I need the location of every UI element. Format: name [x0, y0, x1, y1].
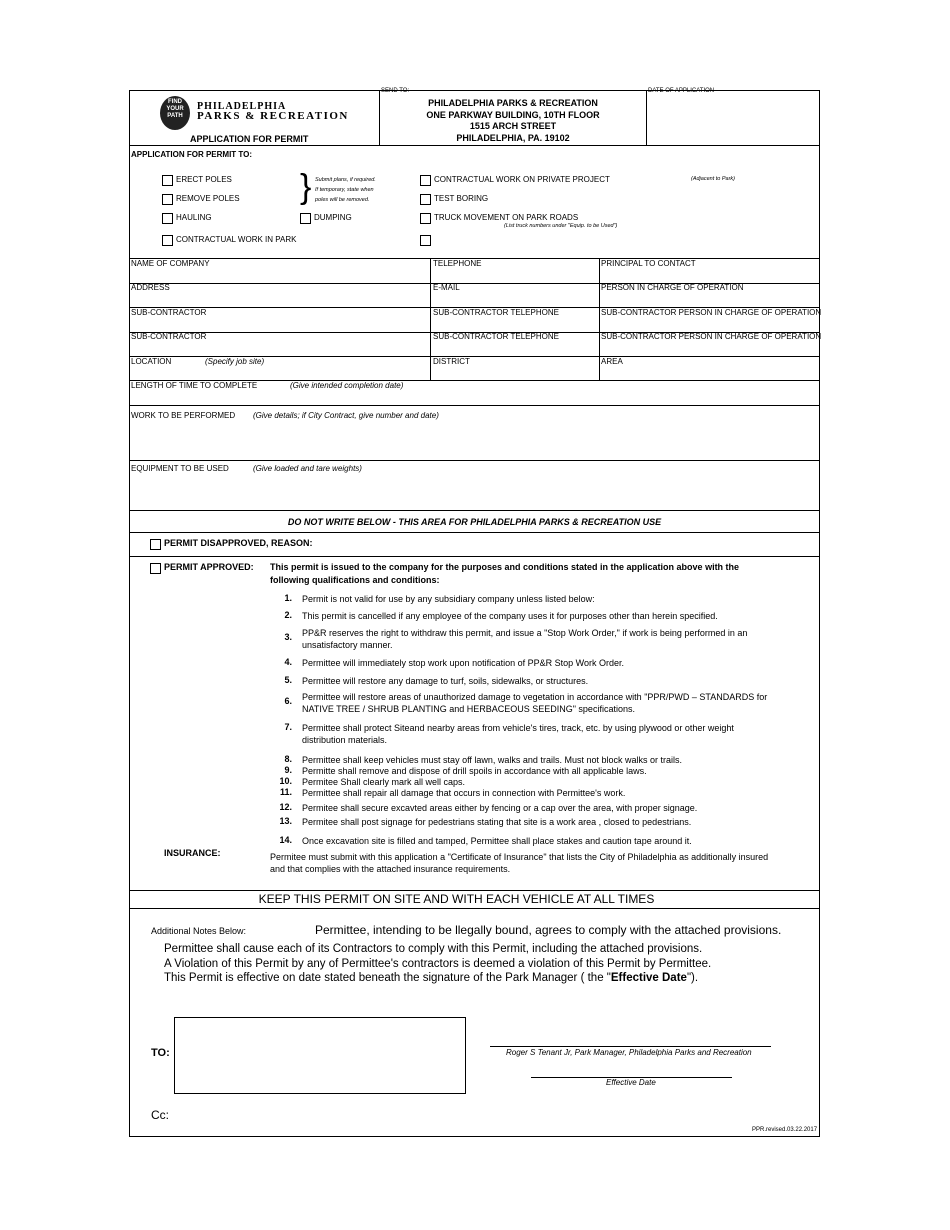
condition-text — [302, 627, 818, 651]
bound-statement: Permittee, intending to be llegally bound, agrees to comply with the attached provisions. — [315, 923, 782, 937]
condition-line: Permittee will restore any damage to turf, soils, sidewalks, or structures. — [302, 676, 589, 686]
condition-text — [302, 787, 818, 799]
condition-line: Permittee will immediately stop work upon notification of PP&R Stop Work Order. — [302, 658, 624, 668]
condition-line: Permitee shall secure excavted areas either by fencing or a cap over the area, with proper signage. — [302, 803, 698, 813]
additional-notes-label: Additional Notes Below: — [151, 926, 247, 936]
condition-number: 11. — [279, 787, 292, 797]
contractual-park-label: CONTRACTUAL WORK IN PARK — [176, 235, 297, 244]
condition-number: 6. — [284, 696, 292, 706]
other-checkbox[interactable] — [420, 235, 431, 246]
condition-line: Permittee shall repair all damage that occurs in connection with Permittee's work. — [302, 788, 626, 798]
sub2-label: SUB-CONTRACTOR — [131, 332, 207, 341]
length-label: LENGTH OF TIME TO COMPLETE — [131, 381, 258, 390]
email-label: E-MAIL — [433, 283, 460, 292]
area-label: AREA — [601, 357, 623, 366]
disapproved-checkbox[interactable] — [150, 539, 161, 550]
condition-number: 5. — [284, 675, 292, 685]
condition-number: 2. — [284, 610, 292, 620]
condition-text — [302, 610, 818, 622]
condition-number: 13. — [279, 816, 292, 826]
approved-text-1: This permit is issued to the company for the purposes and conditions stated in the application above with the — [270, 562, 740, 572]
to-address-box[interactable] — [174, 1017, 466, 1094]
equipment-label: EQUIPMENT TO BE USED — [131, 464, 229, 473]
approved-label: PERMIT APPROVED: — [164, 562, 254, 572]
remove-poles-checkbox[interactable] — [162, 194, 173, 205]
provision-line-3 — [164, 972, 698, 984]
address-line: PHILADELPHIA, PA. 19102 — [456, 132, 570, 143]
condition-line: Permittee shall protect Siteand nearby areas from vehicle's tires, track, etc. by using plywood or other weight — [302, 723, 734, 733]
condition-number: 3. — [284, 632, 292, 642]
effective-date-label: Effective Date — [606, 1078, 656, 1087]
condition-text — [302, 593, 818, 605]
org-name-line1: PHILADELPHIA — [197, 101, 287, 112]
condition-text — [302, 691, 818, 715]
effective-date-term: Effective Date — [610, 972, 687, 984]
sub1-person-label: SUB-CONTRACTOR PERSON IN CHARGE OF OPERATION — [601, 308, 822, 317]
hauling-label: HAULING — [176, 213, 212, 222]
truck-movement-checkbox[interactable] — [420, 213, 431, 224]
condition-line: Permitee shall post signage for pedestrians stating that site is a work area , closed to pedestrians. — [302, 817, 692, 827]
sub2-tel-label: SUB-CONTRACTOR TELEPHONE — [433, 332, 559, 341]
keep-on-site-notice: KEEP THIS PERMIT ON SITE AND WITH EACH VEHICLE AT ALL TIMES — [258, 892, 655, 906]
work-label: WORK TO BE PERFORMED — [131, 411, 236, 420]
district-label: DISTRICT — [433, 357, 470, 366]
contractual-private-checkbox[interactable] — [420, 175, 431, 186]
dumping-checkbox[interactable] — [300, 213, 311, 224]
insurance-text-1: Permitee must submit with this application a "Certificate of Insurance" that lists the City of Philadelphia as additionally insured — [270, 852, 769, 862]
truck-movement-label: TRUCK MOVEMENT ON PARK ROADS — [434, 213, 579, 222]
poles-note — [315, 175, 376, 205]
condition-line: distribution materials. — [302, 735, 388, 745]
contractual-private-label: CONTRACTUAL WORK ON PRIVATE PROJECT — [434, 175, 610, 184]
org-name-line2: PARKS & RECREATION — [197, 110, 349, 122]
parks-logo: FIND YOUR PATH — [160, 96, 190, 130]
length-hint: (Give intended completion date) — [290, 381, 404, 390]
provision-line-3-text: This Permit is effective on date stated beneath the signature of the Park Manager ( the " — [164, 972, 611, 984]
test-boring-checkbox[interactable] — [420, 194, 431, 205]
office-use-banner: DO NOT WRITE BELOW - THIS AREA FOR PHILADELPHIA PARKS & RECREATION USE — [287, 517, 662, 527]
condition-line: NATIVE TREE / SHRUB PLANTING and HERBACEOUS SEEDING" specifications. — [302, 704, 635, 714]
remove-poles-label: REMOVE POLES — [176, 194, 240, 203]
signer-name: Roger S Tenant Jr, Park Manager, Philadelphia Parks and Recreation — [506, 1048, 752, 1057]
signature-line — [490, 1046, 771, 1047]
condition-number: 4. — [284, 657, 292, 667]
poles-note-line: poles will be removed. — [315, 197, 370, 203]
condition-line: Permittee will restore areas of unauthorized damage to vegetation in accordance with "PPR/PWD – STANDARDS for — [302, 692, 768, 702]
condition-line: Permit is not valid for use by any subsidiary company unless listed below: — [302, 594, 595, 604]
poles-note-line: Submit plans, if required. — [315, 177, 376, 183]
adjacent-note: (Adjacent to Park) — [691, 176, 736, 182]
approved-checkbox[interactable] — [150, 563, 161, 574]
condition-number: 8. — [284, 754, 292, 764]
to-label: TO: — [151, 1047, 170, 1059]
permit-to-label: APPLICATION FOR PERMIT TO: — [131, 150, 253, 159]
condition-text — [302, 816, 818, 828]
location-label: LOCATION — [131, 357, 172, 366]
insurance-label: INSURANCE: — [164, 848, 221, 858]
poles-note-line: If temporary, state when — [315, 187, 374, 193]
address-line: 1515 ARCH STREET — [469, 121, 557, 131]
send-to-address — [380, 98, 646, 144]
contractual-park-checkbox[interactable] — [162, 235, 173, 246]
hauling-checkbox[interactable] — [162, 213, 173, 224]
erect-poles-checkbox[interactable] — [162, 175, 173, 186]
condition-number: 7. — [284, 722, 292, 732]
condition-line: Permittee shall keep vehicles must stay off lawn, walks and trails. Must not block walks or trails. — [302, 755, 682, 765]
sub2-person-label: SUB-CONTRACTOR PERSON IN CHARGE OF OPERATION — [601, 332, 822, 341]
condition-text — [302, 675, 818, 687]
person-charge-label: PERSON IN CHARGE OF OPERATION — [601, 283, 744, 292]
test-boring-label: TEST BORING — [434, 194, 489, 203]
revision-label: PPR.revised.03.22.2017 — [752, 1127, 818, 1133]
provision-line-2: A Violation of this Permit by any of Permittee's contractors is deemed a violation of this Permit by Permittee. — [164, 958, 712, 970]
condition-line: Once excavation site is filled and tamped, Permittee shall place stakes and caution tape around it. — [302, 836, 692, 846]
condition-number: 1. — [284, 593, 292, 603]
provision-line-1: Permittee shall cause each of its Contractors to comply with this Permit, including the attached provisions. — [164, 943, 703, 955]
insurance-text-2: and that complies with the attached insurance requirements. — [270, 864, 511, 874]
condition-number: 10. — [279, 776, 292, 786]
condition-line: unsatisfactory manner. — [302, 640, 393, 650]
disapproved-label: PERMIT DISAPPROVED, REASON: — [164, 538, 313, 548]
sub1-label: SUB-CONTRACTOR — [131, 308, 207, 317]
condition-line: Permitte shall remove and dispose of drill spoils in accordance with all applicable laws. — [302, 766, 647, 776]
approved-text-2: following qualifications and conditions: — [270, 575, 440, 585]
condition-line: This permit is cancelled if any employee of the company uses it for purposes other than herein specified. — [302, 611, 718, 621]
condition-text — [302, 802, 818, 814]
address-line: PHILADELPHIA PARKS & RECREATION — [428, 98, 598, 108]
form-title: APPLICATION FOR PERMIT — [190, 134, 309, 144]
condition-text — [302, 835, 818, 847]
condition-number: 12. — [279, 802, 292, 812]
cc-label: Cc: — [151, 1108, 169, 1122]
condition-number: 14. — [279, 835, 292, 845]
dumping-label: DUMPING — [314, 213, 352, 222]
location-hint: (Specify job site) — [205, 357, 265, 366]
condition-line: PP&R reserves the right to withdraw this permit, and issue a "Stop Work Order," if work is being performed in an — [302, 628, 748, 638]
erect-poles-label: ERECT POLES — [176, 175, 232, 184]
address-line: ONE PARKWAY BUILDING, 10TH FLOOR — [426, 109, 600, 120]
telephone-label: TELEPHONE — [433, 259, 482, 268]
truck-note: (List truck numbers under "Equip. to be Used") — [504, 223, 618, 229]
principal-label: PRINCIPAL TO CONTACT — [601, 259, 696, 268]
brace-icon: } — [300, 168, 312, 206]
equipment-hint: (Give loaded and tare weights) — [253, 464, 362, 473]
condition-text — [302, 657, 818, 669]
work-hint: (Give details; if City Contract, give number and date) — [253, 411, 439, 420]
send-to-label: SEND TO: — [381, 88, 410, 94]
date-of-application-field[interactable] — [648, 97, 818, 143]
company-label: NAME OF COMPANY — [131, 259, 210, 268]
condition-text — [302, 722, 818, 746]
provision-line-3-end: "). — [686, 972, 699, 984]
condition-line: Permitee Shall clearly mark all well caps. — [302, 777, 466, 787]
sub1-tel-label: SUB-CONTRACTOR TELEPHONE — [433, 308, 559, 317]
date-of-application-label: DATE OF APPLICATION — [648, 88, 715, 94]
address-label: ADDRESS — [131, 283, 170, 292]
condition-number: 9. — [284, 765, 292, 775]
